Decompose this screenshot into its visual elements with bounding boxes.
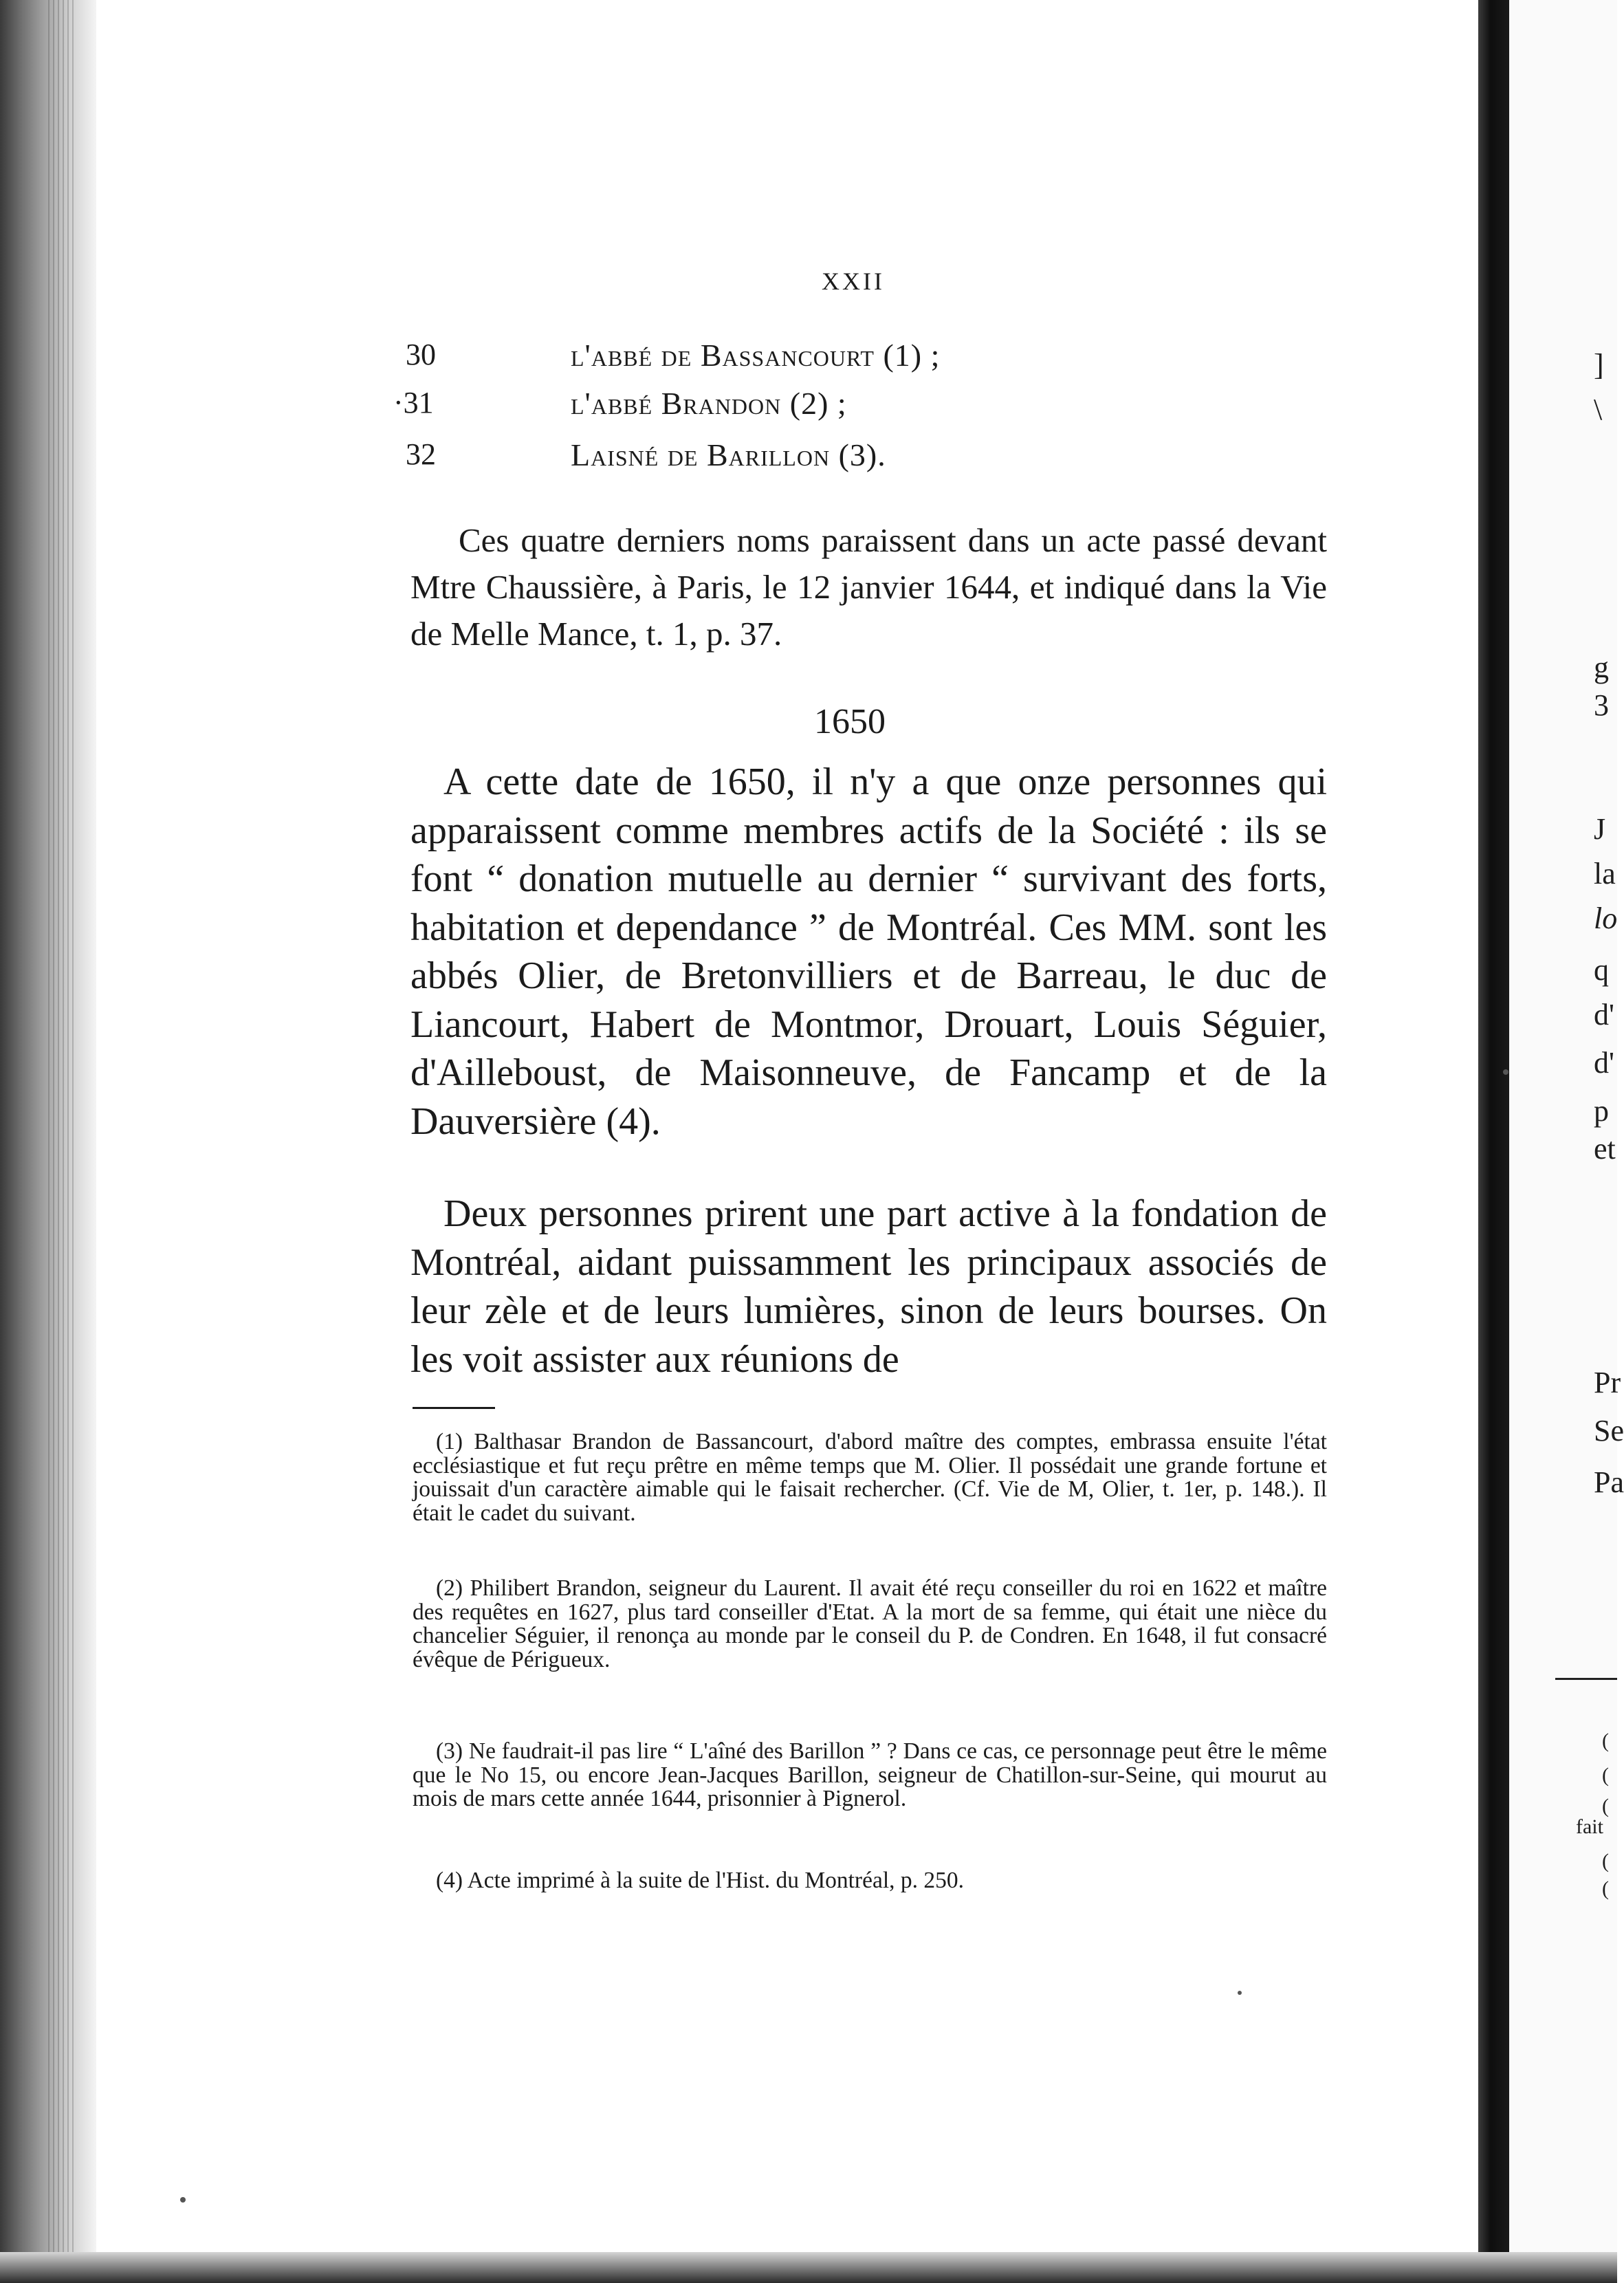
adjacent-footnote-rule — [1555, 1678, 1617, 1680]
adjacent-fragment: ( — [1602, 1877, 1609, 1900]
section-year-heading: 1650 — [814, 702, 886, 741]
adjacent-fragment: d' — [1594, 1046, 1614, 1080]
list-number: ·31 — [393, 386, 434, 419]
footnote-3: (3) Ne faudrait-il pas lire “ L'aîné des Barillon ” ? Dans ce cas, ce personnage peut être le même que le No 15, ou encore Jean-Jacques Barillon, seigneur de Chatillon-sur-Seine, qui mourut au mois de mars cette année 1644, prisonnier à Pignerol. — [413, 1738, 1327, 1811]
adjacent-fragment: fait — [1576, 1815, 1603, 1838]
adjacent-fragment: Pr — [1594, 1366, 1621, 1399]
paragraph-donation: A cette date de 1650, il n'y a que onze personnes qui apparaissent comme membres actifs de la Société : ils se font “ donation mutuelle au dernier “ survivant des forts, habitation et dependance ” de Montréal. Ces MM. sont les abbés Olier, de Bretonvilliers et de Barreau, le duc de Liancourt, Habert de Montmor, Drouart, Louis Séguier, d'Ailleboust, de Maisonneuve, de Fancamp et de la Dauversière (4). — [410, 761, 1327, 1143]
scan-speck — [1503, 1069, 1508, 1075]
adjacent-fragment: la — [1594, 857, 1616, 891]
adjacent-fragment: ( — [1602, 1729, 1609, 1752]
list-number: 32 — [406, 437, 436, 471]
adjacent-fragment: d' — [1594, 998, 1614, 1031]
adjacent-fragment: p — [1594, 1094, 1609, 1128]
scan-speck — [1238, 1991, 1242, 1995]
page-number-header: XXII — [822, 267, 885, 295]
adjacent-fragment: \ — [1594, 393, 1603, 426]
adjacent-fragment: ( — [1602, 1850, 1609, 1872]
adjacent-fragment: 3 — [1594, 688, 1609, 722]
footnote-1: (1) Balthasar Brandon de Bassancourt, d'abord maître des comptes, embrassa ensuite l'état ecclésiastique et fut reçu prêtre en même temps que M. Olier. Il possédait une grande fortune et jouissait d'un caractère aimable qui le faisait rechercher. (Cf. Vie de M, Olier, t. 1er, p. 148.). Il était le cadet du suivant. — [413, 1429, 1327, 1526]
list-item — [393, 385, 1368, 426]
scan-binding-shadow — [1478, 0, 1509, 2283]
adjacent-fragment: g — [1594, 651, 1609, 684]
footnote-2: (2) Philibert Brandon, seigneur du Laurent. Il avait été reçu conseiller du roi en 1622 et maître des requêtes en 1627, plus tard conseiller d'Etat. A la mort de sa femme, qui était une nièce du chancelier Séguier, il renonça au monde par le conseil du P. de Condren. En 1648, il fut consacré évêque de Périgueux. — [413, 1575, 1327, 1672]
footnote-rule — [413, 1407, 495, 1409]
adjacent-fragment: lo — [1594, 902, 1618, 935]
paragraph-deux-personnes: Deux personnes prirent une part active à la fondation de Montréal, aidant puissamment les principaux associés de leur zèle et de leurs lumières, sinon de leurs bourses. On les voit assister aux réunions de — [410, 1192, 1327, 1381]
list-name: l'abbé Brandon (2) ; — [571, 386, 847, 421]
adjacent-fragment: et — [1594, 1132, 1616, 1166]
adjacent-fragment: Pa — [1594, 1465, 1624, 1499]
adjacent-fragment: q — [1594, 953, 1609, 987]
scan-bottom-edge — [0, 2252, 1617, 2283]
list-item — [406, 337, 1368, 378]
paragraph-acte: Ces quatre derniers noms paraissent dans un acte passé devant Mtre Chaussière, à Paris, le 12 janvier 1644, et indiqué dans la Vie de Melle Mance, t. 1, p. 37. — [410, 521, 1327, 653]
scan-page-stack-lines — [48, 0, 76, 2283]
list-name: Laisné de Barillon (3). — [571, 437, 886, 472]
adjacent-fragment: Se — [1594, 1414, 1624, 1448]
adjacent-fragment: ] — [1594, 348, 1604, 382]
adjacent-fragment: ( — [1602, 1764, 1609, 1787]
adjacent-fragment: J — [1594, 812, 1606, 846]
list-number: 30 — [406, 338, 436, 371]
list-item — [406, 437, 1368, 478]
adjacent-fragment: ( — [1602, 1795, 1609, 1817]
footnote-4: (4) Acte imprimé à la suite de l'Hist. du Montréal, p. 250. — [436, 1868, 964, 1893]
list-name: l'abbé de Bassancourt (1) ; — [571, 338, 941, 373]
scan-speck — [180, 2197, 186, 2203]
